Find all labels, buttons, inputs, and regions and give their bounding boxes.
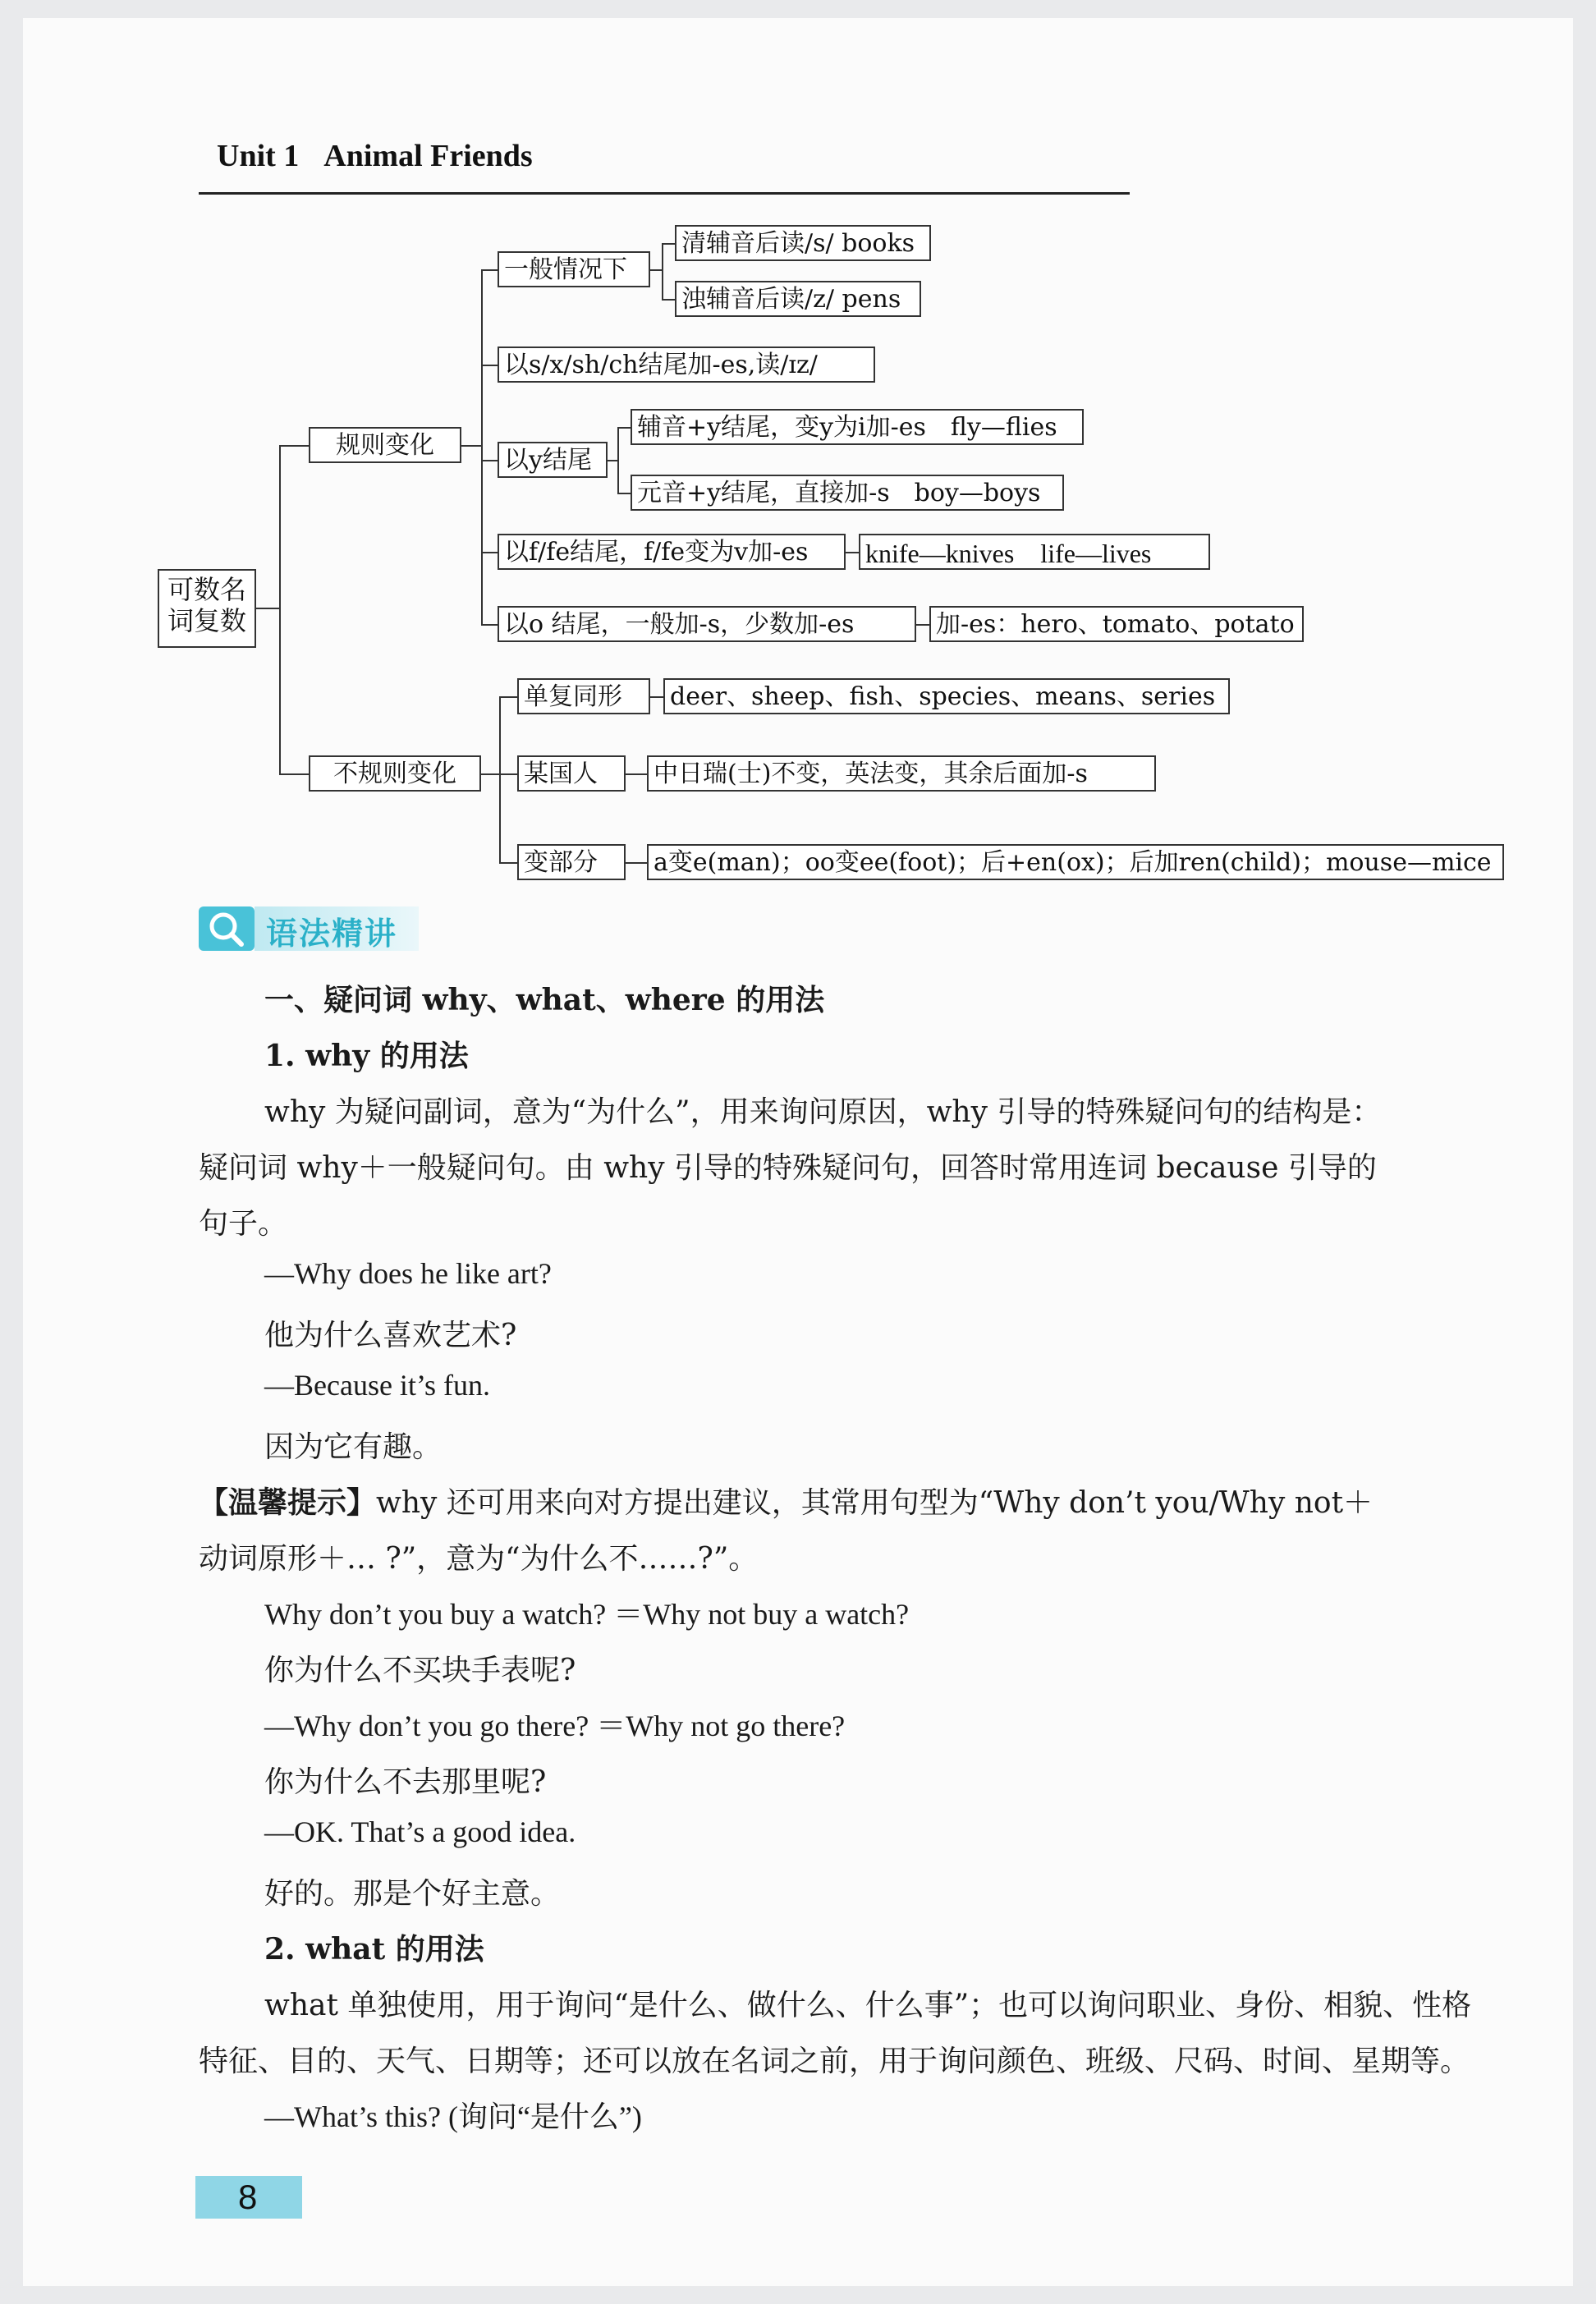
partial-change-example: a变e(man)；oo变ee(foot)；后+en(ox)；后加ren(child)；mouse—mice: [647, 844, 1504, 880]
example-6: —What’s this? (询问“是什么”): [264, 2100, 642, 2133]
same-form-example: deer、sheep、fish、species、means、series: [663, 678, 1230, 714]
example-4-chinese: 你为什么不去那里呢?: [264, 1765, 547, 1799]
o-ending-example: 加-es：hero、tomato、potato: [929, 606, 1304, 642]
magnifier-icon: [199, 906, 255, 951]
page-header: [217, 138, 533, 174]
vowel-y-rule: 元音+y结尾，直接加-s boy—boys: [631, 475, 1064, 511]
root-node: 可数名词复数: [158, 569, 256, 648]
what-paragraph-line2: 特征、目的、天气、日期等；还可以放在名词之前，用于询问颜色、班级、尺码、时间、星期等。: [199, 2045, 1470, 2078]
what-paragraph-line1: what 单独使用，用于询问“是什么、做什么、什么事”；也可以询问职业、身份、相貌、性格: [264, 1989, 1472, 2022]
tip-line2: 动词原形＋… ?”，意为“为什么不……?”。: [199, 1542, 759, 1576]
irregular-change-node: 不规则变化: [309, 755, 481, 792]
why-paragraph-line1: why 为疑问副词，意为“为什么”，用来询问原因，why 引导的特殊疑问句的结构是：: [264, 1095, 1382, 1129]
nationality-example: 中日瑞(士)不变，英法变，其余后面加-s: [647, 755, 1156, 792]
consonant-y-rule: 辅音+y结尾，变y为i加-es fly—flies: [631, 409, 1084, 445]
tip-text: why 还可用来向对方提出建议，其常用句型为“Why don’t you/Why not＋: [376, 1486, 1374, 1520]
example-1-english: —Why does he like art?: [264, 1257, 552, 1290]
o-ending-rule: 以o 结尾，一般加-s，少数加-es: [498, 606, 916, 642]
same-form-node: 单复同形: [517, 678, 650, 714]
example-2-chinese: 因为它有趣。: [264, 1430, 443, 1464]
why-paragraph-line2: 疑问词 why＋一般疑问句。由 why 引导的特殊疑问句，回答时常用连词 because 引导的: [199, 1151, 1377, 1185]
example-2-english: —Because it’s fun.: [264, 1369, 490, 1402]
voiced-rule: 浊辅音后读/z/ pens: [675, 281, 921, 317]
header-rule: [199, 192, 1130, 195]
tip-line1: [199, 1480, 1373, 1521]
why-paragraph-line3: 句子。: [199, 1207, 288, 1241]
example-5-chinese: 好的。那是个好主意。: [264, 1877, 561, 1911]
f-fe-example: knife—knives life—lives: [859, 534, 1210, 570]
page-number: 8: [238, 2178, 258, 2216]
y-ending-node: 以y结尾: [498, 442, 608, 478]
unit-title: Animal Friends: [323, 139, 533, 173]
example-3-chinese: 你为什么不买块手表呢?: [264, 1654, 576, 1687]
example-5-english: —OK. That’s a good idea.: [264, 1815, 576, 1848]
f-fe-rule: 以f/fe结尾，f/fe变为v加-es: [498, 534, 846, 570]
section-title: 语法精讲: [266, 915, 398, 952]
tip-label: 【温馨提示】: [199, 1485, 377, 1520]
s-x-sh-ch-rule: 以s/x/sh/ch结尾加-es,读/ɪz/: [498, 347, 875, 383]
voiceless-rule: 清辅音后读/s/ books: [675, 225, 931, 261]
example-1-chinese: 他为什么喜欢艺术?: [264, 1319, 517, 1352]
page-number-tab: [195, 2176, 302, 2219]
partial-change-node: 变部分: [517, 844, 626, 880]
heading-why: 1. why 的用法: [264, 1039, 469, 1073]
heading-question-words: 一、疑问词 why、what、where 的用法: [264, 983, 825, 1017]
general-case-node: 一般情况下: [498, 251, 650, 287]
nationality-node: 某国人: [517, 755, 626, 792]
example-3-english: Why don’t you buy a watch? ＝Why not buy a watch?: [264, 1598, 910, 1631]
example-4-english: —Why don’t you go there? ＝Why not go there?: [264, 1710, 846, 1742]
regular-change-node: 规则变化: [309, 427, 461, 463]
heading-what: 2. what 的用法: [264, 1932, 484, 1967]
unit-label: Unit 1: [217, 139, 300, 173]
page: [23, 18, 1573, 2286]
